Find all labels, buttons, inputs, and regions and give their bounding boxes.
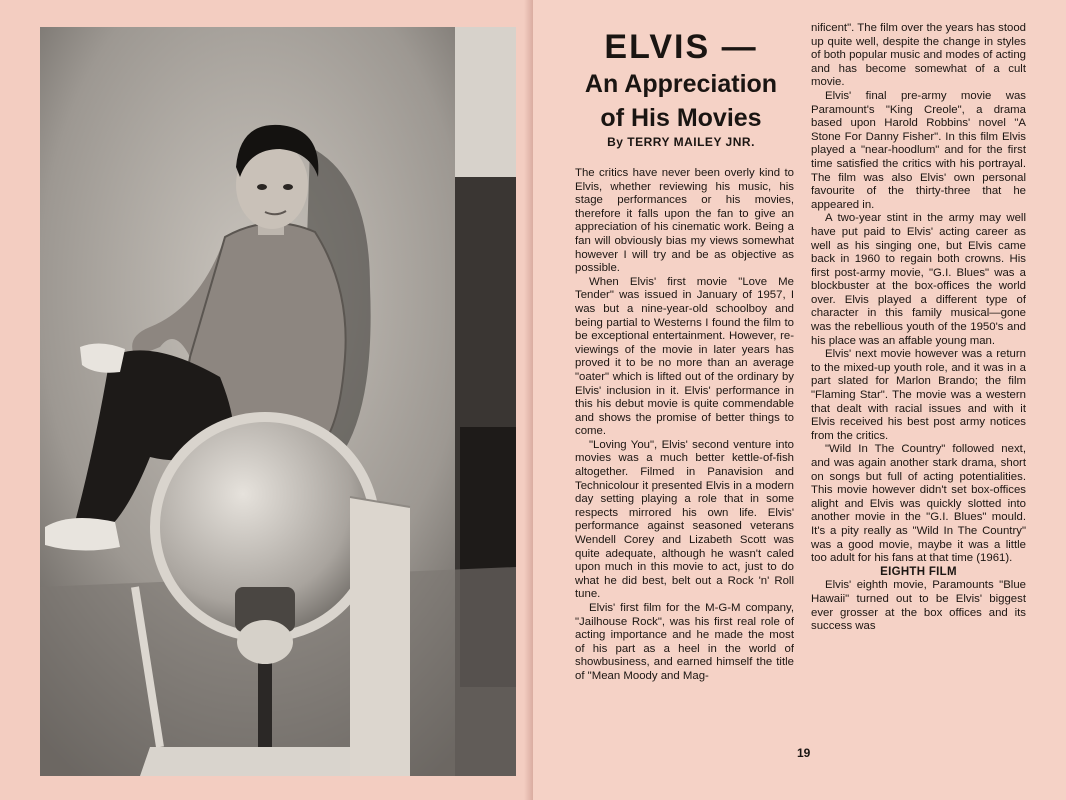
title-line-2: An Appreciation	[584, 70, 778, 98]
elvis-photograph	[40, 27, 516, 776]
paragraph: nificent". The film over the years has stood up quite well, despite the change in styles of both popular music and modes of acting and has become somewhat of a cult movie.	[811, 22, 1026, 89]
title-line-3: of His Movies	[600, 104, 762, 132]
article-title	[560, 28, 802, 134]
paragraph: "Wild In The Country" followed next, and was again another stark drama, short on songs but full of acting potentialities. This movie however didn't set box-offices alight and Elvis was quickly slotted into another movie in the "G.I. Blues" mould. It's a pity really as "Wild In The Country" was a good movie, maybe it was a little too adult for his fans at that time (1961).	[811, 443, 1026, 565]
paragraph: Elvis' next movie however was a return to the mixed-up youth role, and it was in a part slated for Marlon Brando; the film "Flaming Star". The movie was a western that dealt with racial issues and with it Elvis received his best post army notices from the critics.	[811, 348, 1026, 442]
subheading: EIGHTH FILM	[880, 565, 957, 578]
paragraph: Elvis' final pre-army movie was Paramount's "King Creole", a drama based upon Harold Robbins' novel "A Stone For Danny Fisher". In this film Elvis played a "near-hoodlum" and for the first time satisfied the critics with his portrayal. The film was also Elvis' own personal favourite of the thirty-three that he appeared in.	[811, 89, 1026, 211]
paragraph: The critics have never been overly kind to Elvis, whether reviewing his music, his stage performances or his movies, therefore it falls upon the fan to give an appreciation of his cinematic work. Being a fan will obviously bias my views somewhat however I will try and be as objective as possible.	[575, 167, 794, 275]
paragraph: Elvis' first film for the M-G-M company, "Jailhouse Rock", was his first real role of acting importance and he made the most of his part as a heel in the world of showbusiness, and earned himself the title of "Mean Moody and Mag-	[575, 602, 794, 682]
paragraph: When Elvis' first movie "Love Me Tender" was issued in January of 1957, I was but a nine-year-old schoolboy and being partial to Westerns I found the film to be exceptional entertainment. However, re-viewings of the movie in later years has proved it to be no more than an average "oater" which is lifted out of the ordinary by Elvis' inclusion in it. Elvis' performance in this his debut movie is quite commendable and shows the promise of better things to come.	[575, 275, 794, 438]
text-column-2	[811, 22, 1026, 742]
paragraph: "Loving You", Elvis' second venture into movies was a much better kettle-of-fish altogether. Filmed in Panavision and Technicolour it presented Elvis in a modern day setting playing a role that in some respects mirrored his own life. Elvis' performance against seasoned veterans Wendell Corey and Lizabeth Scott was quite adequate, although he wasn't caled upon much in this movie to act, just to do what he did best, belt out a Rock 'n' Roll tune.	[575, 438, 794, 601]
title-line-1: ELVIS —	[604, 28, 758, 66]
byline: By TERRY MAILEY JNR.	[607, 135, 755, 149]
text-column-1	[575, 167, 794, 742]
page-number: 19	[797, 746, 811, 760]
paragraph: A two-year stint in the army may well have put paid to Elvis' acting career as well as his singing one, but Elvis came back in 1960 to regain both crowns. His first post-army movie, "G.I. Blues" was a blockbuster at the box-offices the world over. Elvis played a different type of character in this family musical—gone was the rebellious youth of the 1950's and his place was an affable young man.	[811, 212, 1026, 347]
paragraph: Elvis' eighth movie, Paramounts "Blue Hawaii" turned out to be Elvis' biggest ever grosser at the box offices and its success was	[811, 579, 1026, 633]
